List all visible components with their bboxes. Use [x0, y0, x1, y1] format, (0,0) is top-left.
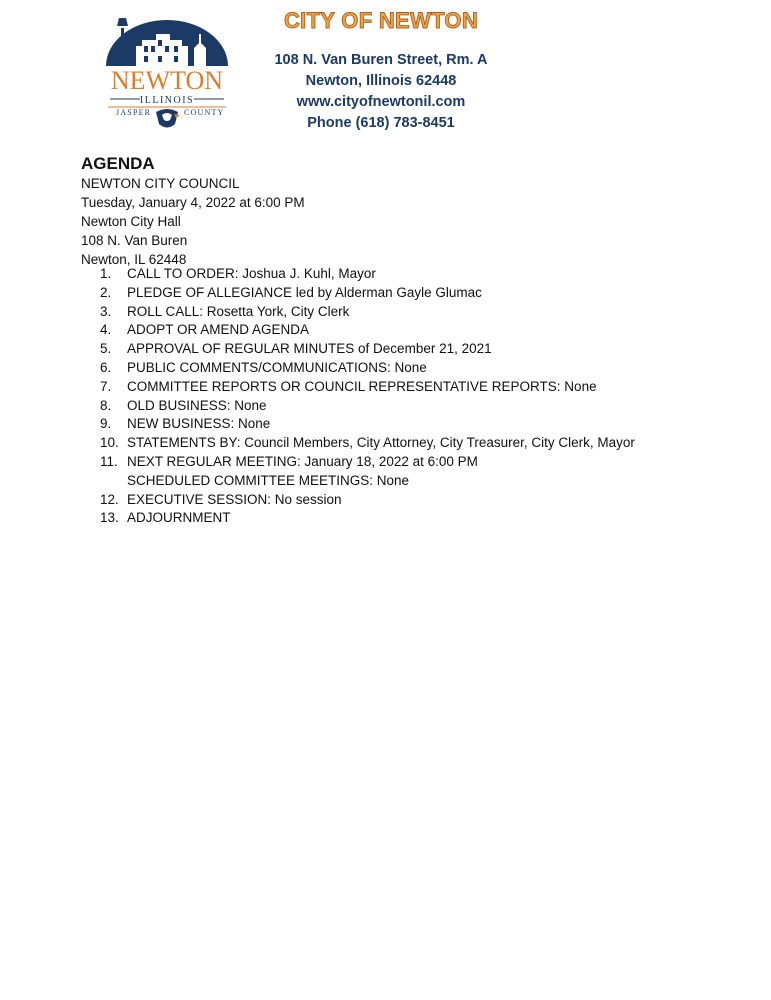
- agenda-item: [100, 284, 635, 303]
- agenda-items: [100, 265, 635, 528]
- meeting-location: Newton City Hall: [81, 214, 181, 229]
- item-number: 1.: [100, 266, 112, 281]
- agenda-item: [100, 491, 635, 510]
- item-number: 5.: [100, 341, 112, 357]
- agenda-item: [100, 265, 635, 284]
- agenda-item: [100, 340, 635, 359]
- item-number: 8.: [100, 397, 112, 413]
- agenda-item: [100, 303, 635, 322]
- item-number: 6.: [100, 359, 112, 375]
- meeting-date: Tuesday, January 4, 2022 at 6:00 PM: [81, 195, 305, 210]
- agenda-item: [100, 434, 635, 453]
- agenda-item: [100, 321, 635, 340]
- agenda-item: [100, 509, 635, 528]
- meeting-street: 108 N. Van Buren: [81, 233, 188, 248]
- item-text: COMMITTEE REPORTS OR COUNCIL REPRESENTATIVE REPORTS: None: [127, 378, 597, 394]
- eagle-icon: [156, 109, 180, 128]
- item-number: 4.: [100, 322, 112, 338]
- address-line: 108 N. Van Buren Street, Rm. A: [274, 52, 488, 68]
- item-text: PLEDGE OF ALLEGIANCE led by Alderman Gayle Glumac: [127, 284, 482, 300]
- agenda-subitem: [100, 472, 635, 491]
- item-text: ADOPT OR AMEND AGENDA: [127, 322, 310, 338]
- logo-state-text: ILLINOIS: [139, 95, 195, 106]
- phone-number: Phone (618) 783-8451: [307, 115, 455, 131]
- meeting-city: Newton, IL 62448: [81, 252, 187, 267]
- contact-block: [260, 50, 502, 134]
- item-text: ROLL CALL: Rosetta York, City Clerk: [127, 303, 350, 319]
- item-text: NEW BUSINESS: None: [127, 416, 271, 432]
- agenda-header-block: [81, 154, 305, 269]
- item-text: EXECUTIVE SESSION: No session: [127, 491, 342, 507]
- city-state-zip: Newton, Illinois 62448: [305, 73, 457, 89]
- agenda-item: [100, 397, 635, 416]
- logo-county-left: JASPER: [116, 108, 152, 117]
- item-text: SCHEDULED COMMITTEE MEETINGS: None: [127, 472, 410, 488]
- agenda-item: [100, 359, 635, 378]
- item-text: STATEMENTS BY: Council Members, City Attorney, City Treasurer, City Clerk, Mayor: [127, 435, 635, 451]
- item-number: 3.: [100, 303, 112, 319]
- item-number: 7.: [100, 378, 112, 394]
- item-number: 2.: [100, 284, 112, 300]
- agenda-item: [100, 453, 635, 472]
- meeting-body: NEWTON CITY COUNCIL: [81, 176, 240, 191]
- agenda-item: [100, 415, 635, 434]
- item-text: APPROVAL OF REGULAR MINUTES of December 21, 2021: [127, 341, 492, 357]
- logo-wordmark-name: NEWTON: [110, 66, 224, 95]
- agenda-item: [100, 378, 635, 397]
- logo-county-right: COUNTY: [184, 108, 225, 117]
- city-logo: [96, 14, 238, 132]
- item-number: 12.: [100, 491, 119, 507]
- item-text: NEXT REGULAR MEETING: January 18, 2022 at 6:00 PM: [127, 453, 478, 469]
- item-number: 10.: [100, 435, 119, 451]
- item-text: CALL TO ORDER: Joshua J. Kuhl, Mayor: [127, 266, 376, 281]
- agenda-heading: AGENDA: [81, 154, 155, 173]
- item-number: 9.: [100, 416, 112, 432]
- item-text: ADJOURNMENT: [127, 510, 231, 526]
- item-text: PUBLIC COMMENTS/COMMUNICATIONS: None: [127, 359, 427, 375]
- website-link[interactable]: www.cityofnewtonil.com: [296, 94, 466, 110]
- item-number: 13.: [100, 510, 119, 526]
- item-text: OLD BUSINESS: None: [127, 397, 267, 413]
- city-title: CITY OF NEWTON: [283, 8, 479, 33]
- item-number: 11.: [100, 453, 118, 469]
